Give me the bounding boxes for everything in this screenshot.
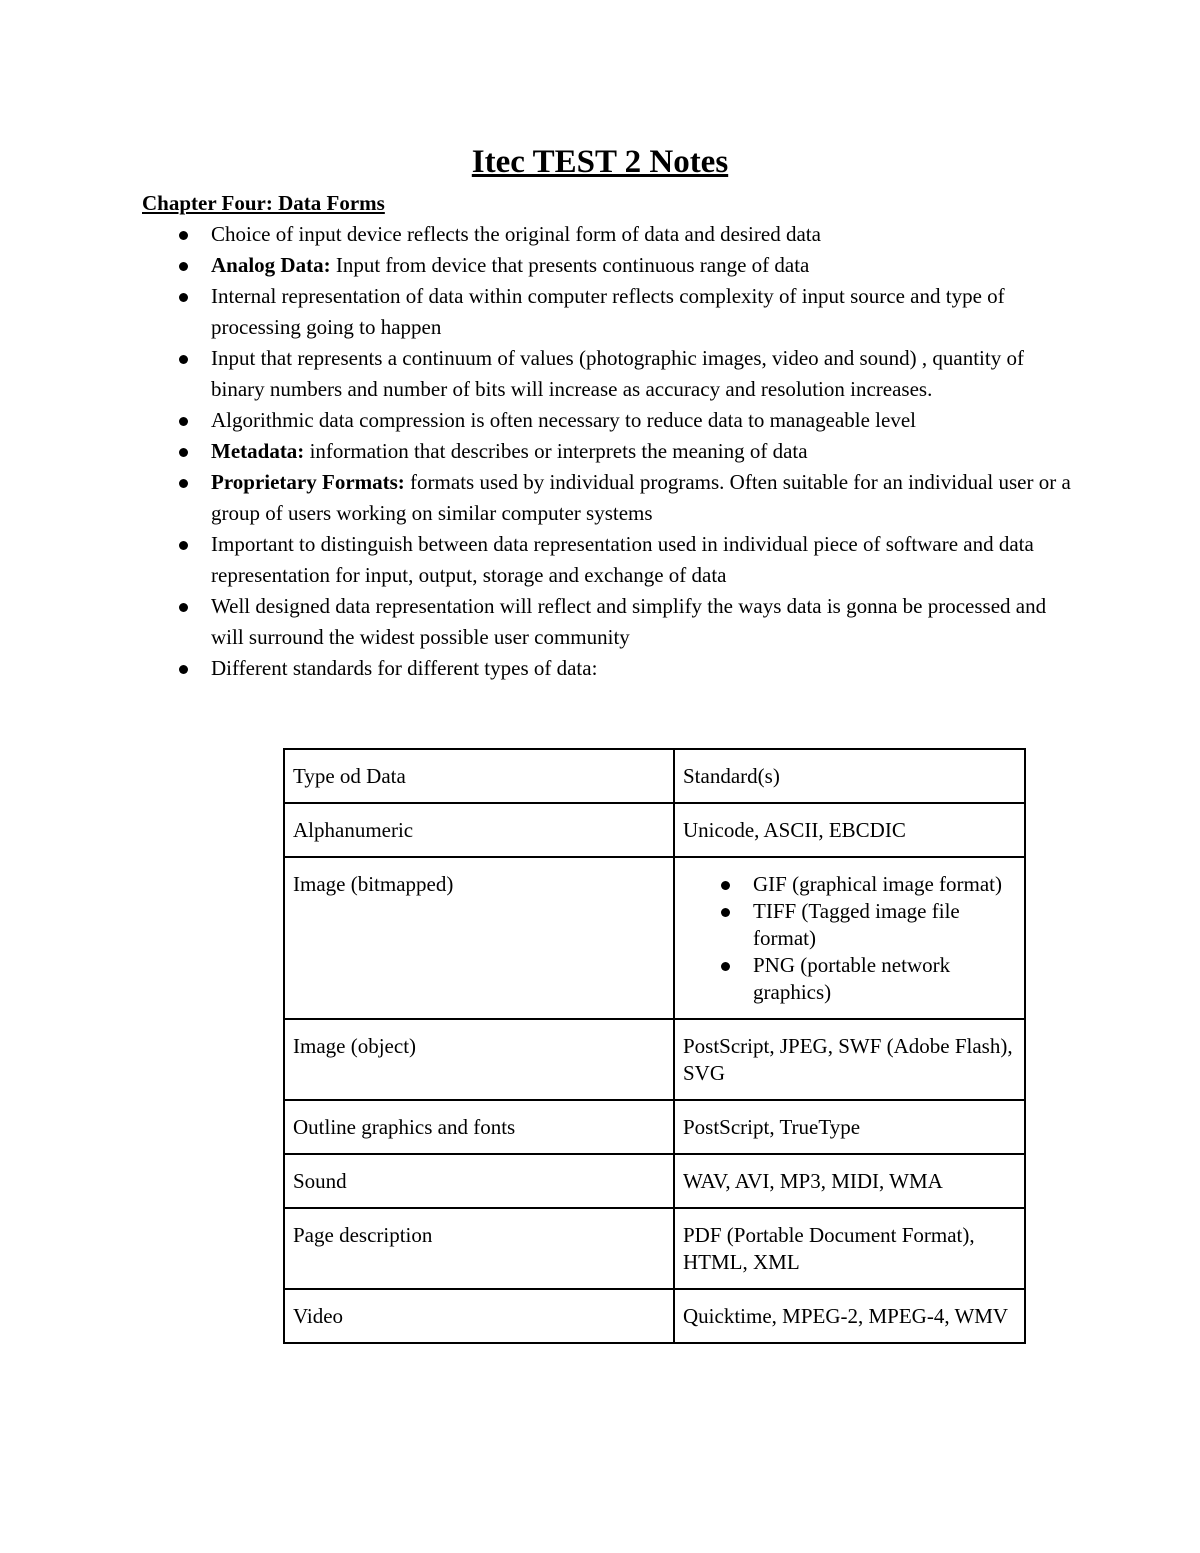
table-row — [284, 1289, 1025, 1343]
table-cell-standard: PostScript, JPEG, SWF (Adobe Flash), SVG — [674, 1019, 1025, 1100]
list-item: Important to distinguish between data representation used in individual piece of software and data representation for input, output, storage and exchange of data — [211, 529, 1071, 591]
table-cell-type: Outline graphics and fonts — [284, 1100, 674, 1154]
bullet-term: Proprietary Formats: — [211, 470, 405, 494]
bullet-icon — [721, 962, 730, 971]
table-header-cell: Type od Data — [284, 749, 674, 803]
table-row — [284, 803, 1025, 857]
bullet-icon — [179, 479, 188, 488]
list-item: Choice of input device reflects the original form of data and desired data — [211, 219, 1071, 250]
bullet-icon — [179, 293, 188, 302]
list-item: Analog Data: Input from device that presents continuous range of data — [211, 250, 1071, 281]
bullet-icon — [179, 448, 188, 457]
bullet-icon — [179, 665, 188, 674]
table-cell-standard: Quicktime, MPEG-2, MPEG-4, WMV — [674, 1289, 1025, 1343]
table-cell-type: Image (object) — [284, 1019, 674, 1100]
table-row — [284, 1100, 1025, 1154]
table-row — [284, 1208, 1025, 1289]
list-item: Input that represents a continuum of values (photographic images, video and sound) , quantity of binary numbers and number of bits will increase as accuracy and resolution increases. — [211, 343, 1071, 405]
list-item: PNG (portable network graphics) — [753, 952, 1016, 1006]
bullet-icon — [179, 417, 188, 426]
page-title: Itec TEST 2 Notes — [471, 144, 729, 180]
list-item: Different standards for different types of data: — [211, 653, 1071, 684]
list-item: Metadata: information that describes or interprets the meaning of data — [211, 436, 1071, 467]
bullet-icon — [179, 541, 188, 550]
list-item: Internal representation of data within computer reflects complexity of input source and type of processing going to happen — [211, 281, 1071, 343]
table-cell-type: Sound — [284, 1154, 674, 1208]
table-header-cell: Standard(s) — [674, 749, 1025, 803]
standards-bullet-list — [683, 871, 1016, 1006]
table-cell-standard: PDF (Portable Document Format), HTML, XML — [674, 1208, 1025, 1289]
table-cell-type: Image (bitmapped) — [284, 857, 674, 1019]
bullet-icon — [721, 881, 730, 890]
bullet-icon — [179, 231, 188, 240]
table-cell-type: Video — [284, 1289, 674, 1343]
data-standards-table — [283, 748, 1026, 1344]
bullet-term: Metadata: — [211, 439, 305, 463]
list-item: GIF (graphical image format) — [753, 871, 1016, 898]
table-row — [284, 1019, 1025, 1100]
table-cell-standard: WAV, AVI, MP3, MIDI, WMA — [674, 1154, 1025, 1208]
notes-bullet-list — [211, 219, 1071, 684]
table-row — [284, 857, 1025, 1019]
bullet-icon — [179, 603, 188, 612]
list-item: TIFF (Tagged image file format) — [753, 898, 1016, 952]
table-cell-standard: PostScript, TrueType — [674, 1100, 1025, 1154]
bullet-icon — [721, 908, 730, 917]
list-item: Well designed data representation will reflect and simplify the ways data is gonna be processed and will surround the widest possible user community — [211, 591, 1071, 653]
bullet-term: Analog Data: — [211, 253, 331, 277]
list-item: Algorithmic data compression is often necessary to reduce data to manageable level — [211, 405, 1071, 436]
table-cell-type: Page description — [284, 1208, 674, 1289]
chapter-heading: Chapter Four: Data Forms — [142, 191, 385, 215]
table-cell-standard: Unicode, ASCII, EBCDIC — [674, 803, 1025, 857]
table-header-row — [284, 749, 1025, 803]
table-cell-type: Alphanumeric — [284, 803, 674, 857]
bullet-icon — [179, 355, 188, 364]
bullet-icon — [179, 262, 188, 271]
table-cell-standard — [674, 857, 1025, 1019]
table-row — [284, 1154, 1025, 1208]
list-item: Proprietary Formats: formats used by individual programs. Often suitable for an individual user or a group of users working on similar computer systems — [211, 467, 1071, 529]
